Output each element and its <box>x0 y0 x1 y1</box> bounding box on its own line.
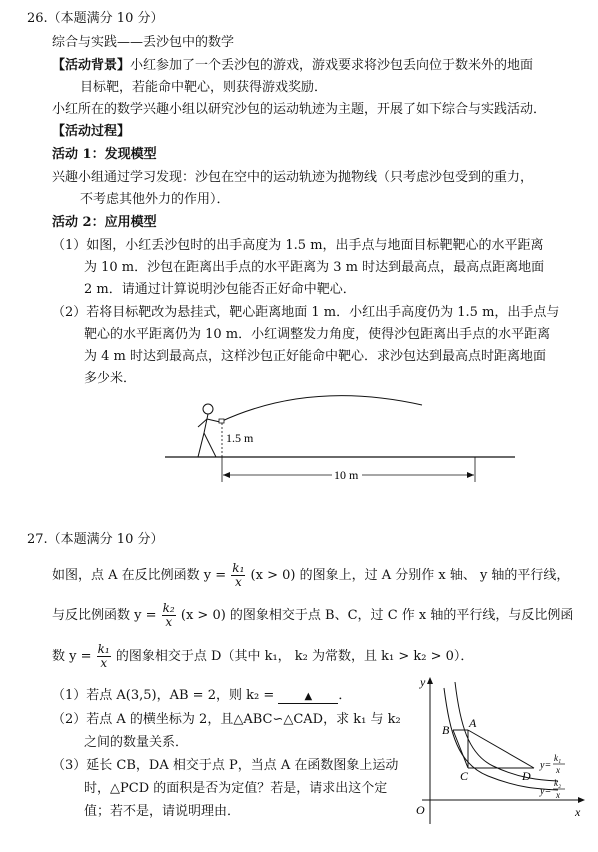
q26-header: 26.（本题满分 10 分） <box>27 11 164 26</box>
x-axis-label: x <box>575 805 581 819</box>
q27-sub3-line1: （3）延长 CB，DA 相交于点 P，当点 A 在函数图象上运动 <box>52 758 399 773</box>
part2-line4: 多少米． <box>84 371 137 386</box>
fraction-k1-over-x: $\frac{\text{k₁}}{x}$ <box>232 561 245 589</box>
activity1-line1: 兴趣小组通过学习发现：沙包在空中的运动轨迹为抛物线（只考虑沙包受到的重力， <box>52 170 534 185</box>
person-leg-left <box>198 433 204 457</box>
background-label: 【活动背景】 <box>52 58 131 73</box>
sub1-end: ． <box>338 688 352 703</box>
activity2-title: 活动 2：应用模型 <box>52 215 157 230</box>
throw-figure <box>160 385 520 490</box>
curve-k2-lhs: y= <box>540 786 552 797</box>
curve-k1-den: x <box>556 765 560 775</box>
person-arm <box>207 419 220 422</box>
curve-k1-num: k₁ <box>554 753 562 763</box>
answer-blank[interactable]: ▲ <box>278 691 338 704</box>
person-body <box>204 414 208 433</box>
curve-k2-den: x <box>556 790 560 800</box>
y-axis-label: y <box>420 675 426 689</box>
sandbag <box>219 419 224 423</box>
q27-line2 <box>52 600 573 632</box>
activity1-line2: 不考虑其他外力的作用）． <box>80 192 230 207</box>
q27-line2-end: (x > 0) 的图象相交于点 B、C，过 C 作 x 轴的平行线，与反比例函 <box>180 608 574 623</box>
fraction-k1-over-x-2: $\frac{\text{k₁}}{x}$ <box>97 642 110 670</box>
activity1-title: 活动 1：发现模型 <box>52 147 157 162</box>
q27-header: 27.（本题满分 10 分） <box>27 532 164 547</box>
distance-arrowhead-left <box>223 472 230 478</box>
distance-arrowhead-right <box>467 472 474 478</box>
distance-label: 10 m <box>334 468 359 482</box>
function-graph <box>408 674 588 834</box>
q27-line1-start: 如图，点 A 在反比例函数 y = <box>52 568 227 583</box>
segment-BC <box>453 730 468 768</box>
q27-sub3-line3: 值；若不是，请说明理由． <box>84 804 241 819</box>
q27-line1 <box>52 560 569 592</box>
q26-background-line3: 小红所在的数学兴趣小组以研究沙包的运动轨迹为主题，开展了如下综合与实践活动． <box>52 102 547 117</box>
part1-line2: 为 10 m．沙包在距离出手点的水平距离为 3 m 时达到最高点，最高点距离地面 <box>84 260 545 275</box>
point-B-label: B <box>442 723 450 737</box>
part2-line3: 为 4 m 时达到最高点，这样沙包正好能命中靶心．求沙包达到最高点时距离地面 <box>84 349 546 364</box>
part1-line3: 2 m．请通过计算说明沙包能否正好命中靶心． <box>84 282 356 297</box>
q27-sub2-line2: 之间的数量关系． <box>84 735 189 750</box>
background-text1: 小红参加了一个丢沙包的游戏，游戏要求将沙包丢向位于数米外的地面 <box>130 58 534 73</box>
q26-background-line1 <box>52 57 533 75</box>
q27-sub2-line1: （2）若点 A 的横坐标为 2，且△ABC∽△CAD，求 k₁ 与 k₂ <box>52 712 401 727</box>
q27-line2-start: 与反比例函数 y = <box>52 608 157 623</box>
sub1-text: （1）若点 A(3,5)，AB = 2，则 k₂ = <box>52 688 275 703</box>
q27-sub3-line2: 时，△PCD 的面积是否为定值？若是，请求出这个定 <box>84 781 388 796</box>
trajectory-curve <box>220 396 422 422</box>
person-leg-right <box>204 433 216 457</box>
origin-label: O <box>416 803 425 817</box>
curve-k1-lhs: y= <box>540 760 552 771</box>
height-label: 1.5 m <box>226 431 254 445</box>
segment-AD <box>468 730 534 768</box>
q26-background-line2: 目标靶，若能命中靶心，则获得游戏奖励． <box>80 80 328 95</box>
point-A-label: A <box>469 716 477 730</box>
person-head <box>203 404 213 414</box>
q27-line3-end: 的图象相交于点 D（其中 k₁， k₂ 为常数，且 k₁ > k₂ > 0）． <box>115 649 474 664</box>
point-D-label: D <box>522 769 531 783</box>
q27-line3 <box>52 641 473 673</box>
q26-subtitle: 综合与实践——丢沙包中的数学 <box>52 35 235 50</box>
part1-line1: （1）如图，小红丢沙包时的出手高度为 1.5 m，出手点与地面目标靶靶心的水平距离 <box>52 238 544 253</box>
curve-k2-num: k₂ <box>554 778 562 788</box>
process-label: 【活动过程】 <box>52 124 131 139</box>
fraction-k2-over-x: $\frac{\text{k₂}}{x}$ <box>162 601 175 629</box>
point-C-label: C <box>460 769 469 783</box>
q27-line1-end: (x > 0) 的图象上，过 A 分别作 x 轴、 y 轴的平行线， <box>250 568 570 583</box>
part2-line1: （2）若将目标靶改为悬挂式，靶心距离地面 1 m．小红出手高度仍为 1.5 m，出手点与 <box>52 305 560 320</box>
part2-line2: 靶心的水平距离仍为 10 m．小红调整发力角度，使得沙包距离出手点的水平距离 <box>84 327 551 342</box>
q27-sub1 <box>52 687 351 705</box>
q27-line3-start: 数 y = <box>52 649 92 664</box>
